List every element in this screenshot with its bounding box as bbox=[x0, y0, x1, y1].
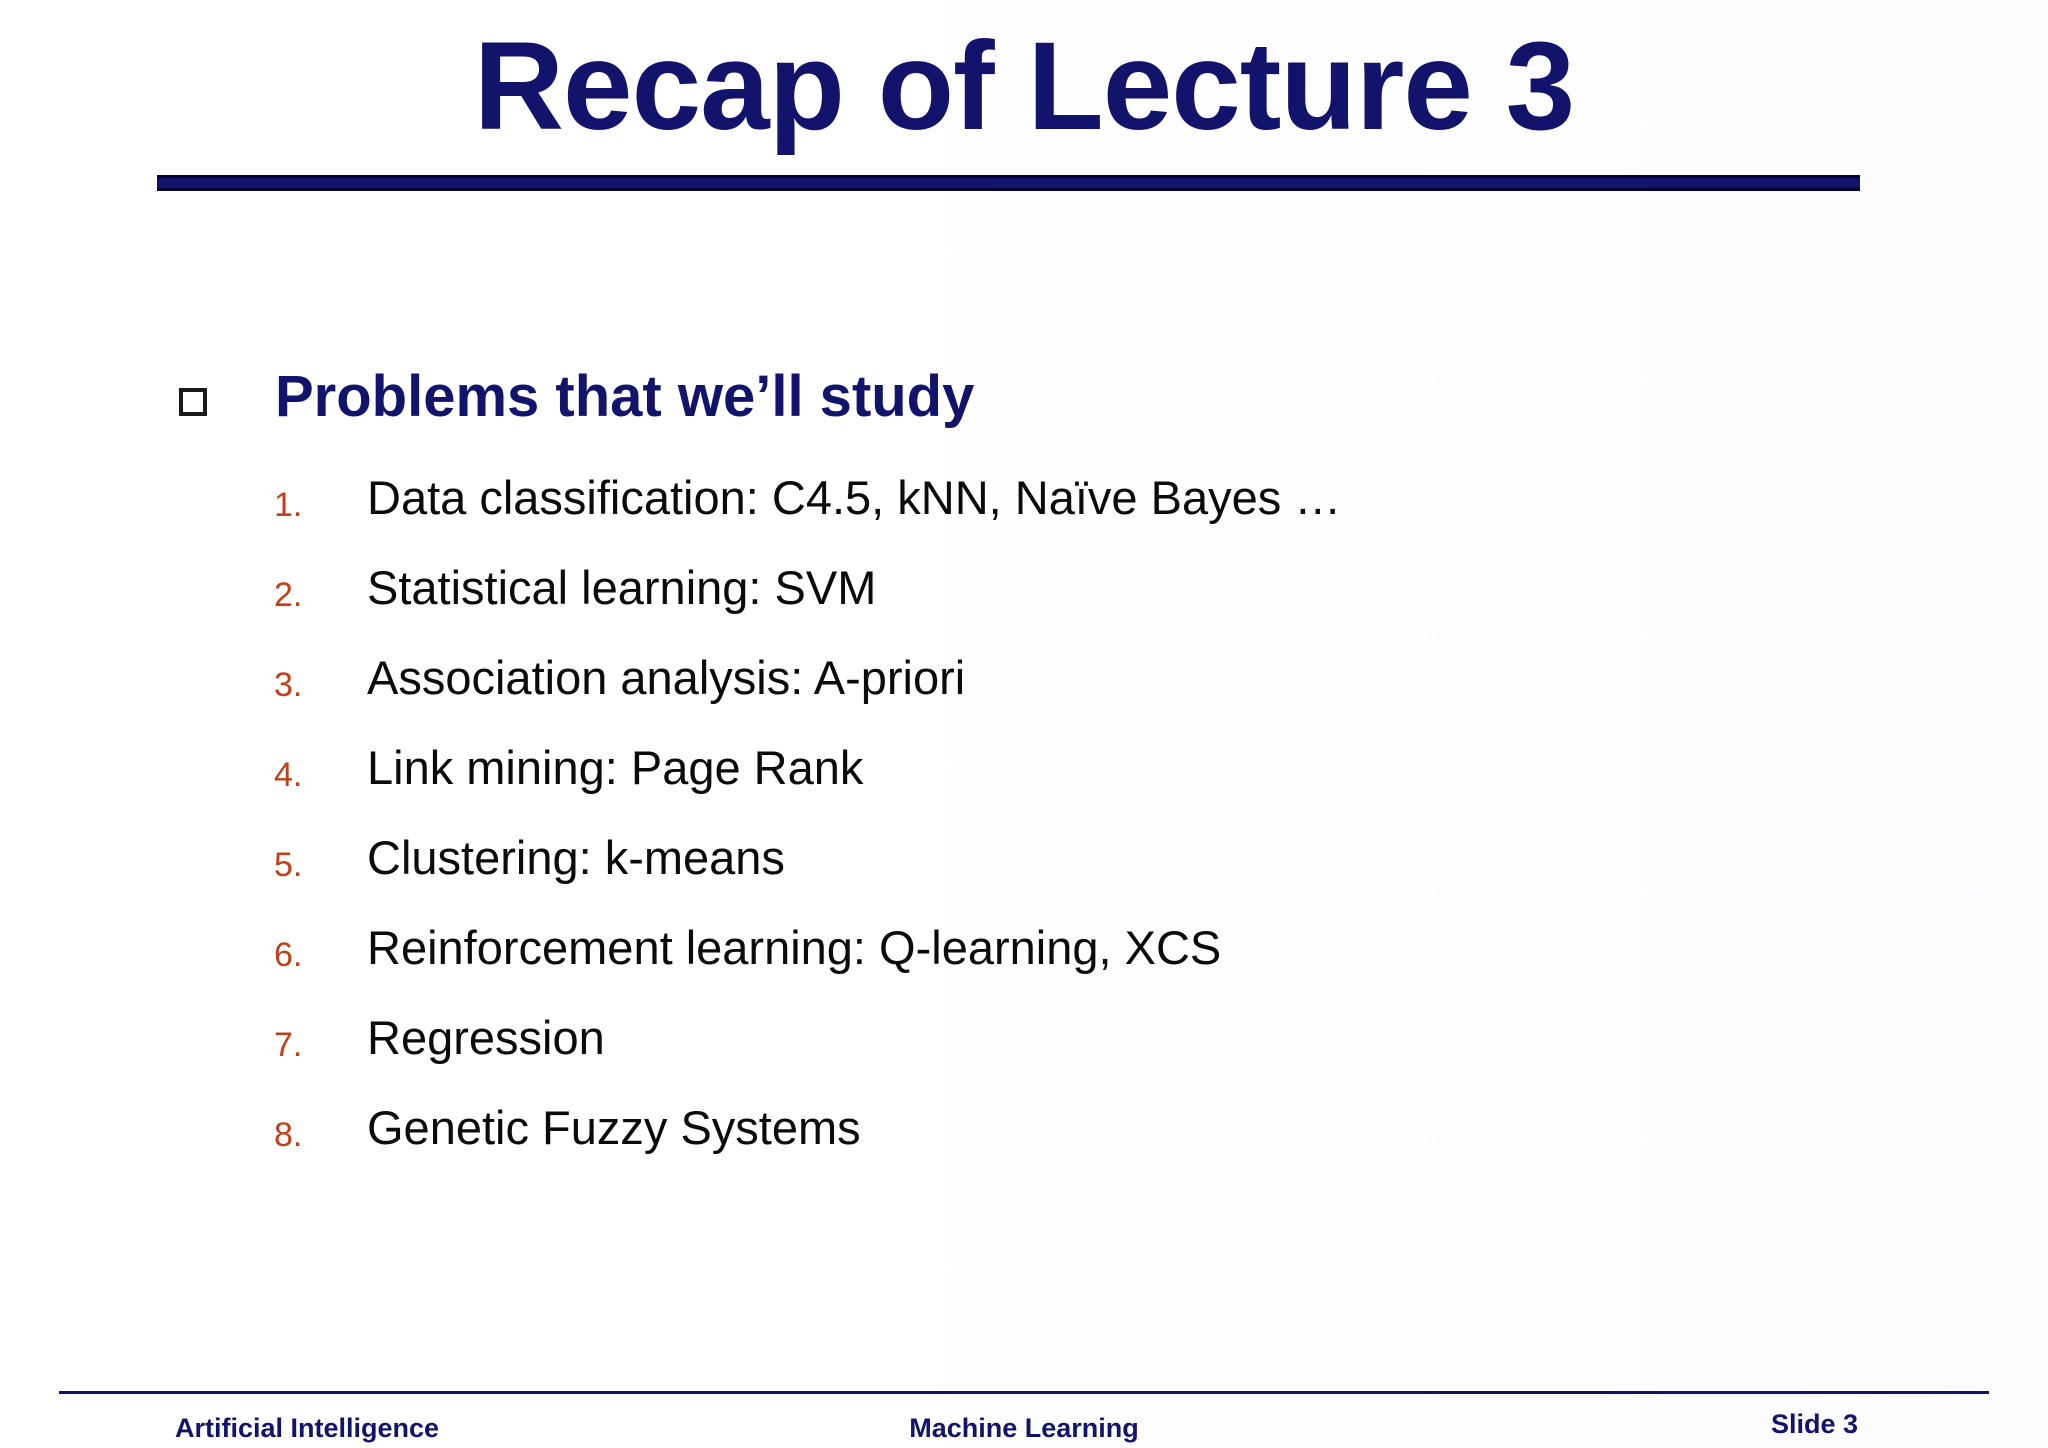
list-item-text: Clustering: k-means bbox=[367, 831, 785, 884]
list-item-text: Regression bbox=[367, 1011, 605, 1064]
section-heading: Problems that we’ll study bbox=[275, 364, 975, 429]
numbered-list bbox=[0, 458, 2048, 1178]
list-item-number: 5. bbox=[274, 846, 303, 884]
list-item bbox=[0, 1088, 2048, 1178]
list-item bbox=[0, 728, 2048, 818]
list-item-number: 7. bbox=[274, 1026, 303, 1064]
list-item-number: 4. bbox=[274, 756, 303, 794]
list-item-text: Association analysis: A-priori bbox=[367, 651, 966, 704]
list-item-number: 1. bbox=[274, 486, 303, 524]
list-item-number: 3. bbox=[274, 666, 303, 704]
list-item bbox=[0, 458, 2048, 548]
title-underline-rule bbox=[157, 175, 1860, 191]
list-item-number: 6. bbox=[274, 936, 303, 974]
hollow-square-bullet-icon bbox=[179, 388, 207, 416]
footer-topic: Machine Learning bbox=[909, 1413, 1139, 1443]
list-item-number: 8. bbox=[274, 1116, 303, 1154]
list-item bbox=[0, 908, 2048, 998]
slide-title: Recap of Lecture 3 bbox=[473, 17, 1575, 156]
list-item-text: Reinforcement learning: Q-learning, XCS bbox=[367, 921, 1222, 974]
list-item-text: Link mining: Page Rank bbox=[367, 741, 864, 794]
footer-rule bbox=[59, 1391, 1989, 1394]
list-item bbox=[0, 638, 2048, 728]
list-item-text: Data classification: C4.5, kNN, Naïve Bayes … bbox=[367, 471, 1342, 524]
list-item bbox=[0, 818, 2048, 908]
list-item-number: 2. bbox=[274, 576, 303, 614]
list-item-text: Statistical learning: SVM bbox=[367, 561, 877, 614]
list-item bbox=[0, 998, 2048, 1088]
footer-course-name: Artificial Intelligence bbox=[175, 1413, 440, 1443]
list-item bbox=[0, 548, 2048, 638]
list-item-text: Genetic Fuzzy Systems bbox=[367, 1101, 861, 1154]
footer-slide-number: Slide 3 bbox=[1771, 1409, 1859, 1439]
